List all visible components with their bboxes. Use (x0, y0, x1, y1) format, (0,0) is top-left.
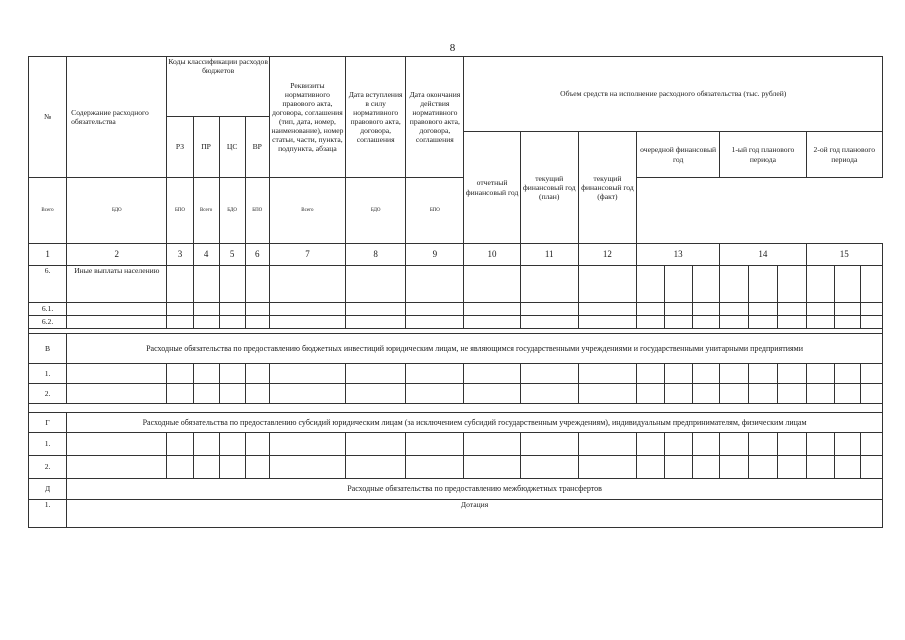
col-number-header: № (29, 57, 67, 178)
col-pr-header: ПР (193, 117, 219, 178)
col-rz-header: РЗ (167, 117, 193, 178)
column-number: 13 (637, 244, 720, 266)
column-number: 11 (520, 244, 578, 266)
col-report-year-header: отчетный финансовый год (464, 132, 520, 244)
row-number: 2. (29, 384, 67, 404)
table-row-6 (29, 266, 883, 303)
column-number: 15 (806, 244, 882, 266)
header-row-4 (29, 178, 883, 244)
table-row-g-1 (29, 433, 883, 456)
plan2-bdo-header: БДО (346, 178, 406, 244)
table-row-v-1 (29, 364, 883, 384)
table-row-g-2 (29, 456, 883, 479)
row-number: 1. (29, 364, 67, 384)
section-letter: Г (29, 413, 67, 433)
row-number: 6.2. (29, 316, 67, 329)
row-label: Иные выплаты населению (67, 266, 167, 303)
col-content-header: Содержание расходного обязательства (67, 57, 167, 178)
col-requisites-header: Реквизиты нормативного правового акта, договора, соглашения (тип, дата, номер, наименование), номер статьи, части, пункта, подпункта, абзаца (269, 57, 345, 178)
page-number: 8 (449, 42, 456, 54)
header-row-1 (29, 57, 883, 117)
column-number: 3 (167, 244, 193, 266)
col-vr-header: ВР (245, 117, 269, 178)
section-row-v (29, 334, 883, 364)
row-number: 6.1. (29, 303, 67, 316)
section-row-g (29, 413, 883, 433)
next-year-bpo-header: БПО (167, 178, 193, 244)
row-number: 6. (29, 266, 67, 303)
column-numbers-row (29, 244, 883, 266)
plan1-bdo-header: БДО (219, 178, 245, 244)
column-number: 14 (720, 244, 806, 266)
row-number: 1. (29, 433, 67, 456)
plan2-total-header: Всего (269, 178, 345, 244)
table-row-6-2 (29, 316, 883, 329)
column-number: 4 (193, 244, 219, 266)
section-letter: Д (29, 479, 67, 500)
plan1-bpo-header: БПО (245, 178, 269, 244)
row-label: Дотация (67, 500, 883, 528)
column-number: 1 (29, 244, 67, 266)
next-year-total-header: Всего (29, 178, 67, 244)
col-current-fact-header: текущий финансовый год (факт) (578, 132, 636, 244)
plan-year-1-header: 1-ый год планового периода (720, 132, 806, 178)
codes-group-header: Коды классификации расходов бюджетов (167, 57, 269, 117)
column-number: 10 (464, 244, 520, 266)
plan2-bpo-header: БПО (406, 178, 464, 244)
col-date-end-header: Дата окончания действия нормативного правового акта, договора, соглашения (406, 57, 464, 178)
column-number: 5 (219, 244, 245, 266)
table-row-v-2 (29, 384, 883, 404)
col-current-plan-header: текущий финансовый год (план) (520, 132, 578, 244)
col-cs-header: ЦС (219, 117, 245, 178)
row-number: 2. (29, 456, 67, 479)
section-title: Расходные обязательства по предоставлению бюджетных инвестиций юридическим лицам, не являющимся государственными учреждениями и государственными унитарными предприятиями (67, 334, 883, 364)
spacer-row (29, 404, 883, 413)
volume-group-header: Объем средств на исполнение расходного обязательства (тыс. рублей) (464, 57, 883, 132)
col-date-start-header: Дата вступления в силу нормативного правового акта, договора, соглашения (346, 57, 406, 178)
expenditure-register-table (28, 56, 883, 528)
section-row-d (29, 479, 883, 500)
table-row-d-1 (29, 500, 883, 528)
column-number: 2 (67, 244, 167, 266)
row-number: 1. (29, 500, 67, 528)
column-number: 12 (578, 244, 636, 266)
plan-year-2-header: 2-ой год планового периода (806, 132, 882, 178)
column-number: 6 (245, 244, 269, 266)
column-number: 9 (406, 244, 464, 266)
table-row-6-1 (29, 303, 883, 316)
column-number: 8 (346, 244, 406, 266)
next-year-header: очередной финансовый год (637, 132, 720, 178)
next-year-bdo-header: БДО (67, 178, 167, 244)
section-letter: В (29, 334, 67, 364)
plan1-total-header: Всего (193, 178, 219, 244)
section-title: Расходные обязательства по предоставлению субсидий юридическим лицам (за исключением субсидий государственным учреждениям), индивидуальным предпринимателям, физическим лицам (67, 413, 883, 433)
section-title: Расходные обязательства по предоставлению межбюджетных трансфертов (67, 479, 883, 500)
column-number: 7 (269, 244, 345, 266)
